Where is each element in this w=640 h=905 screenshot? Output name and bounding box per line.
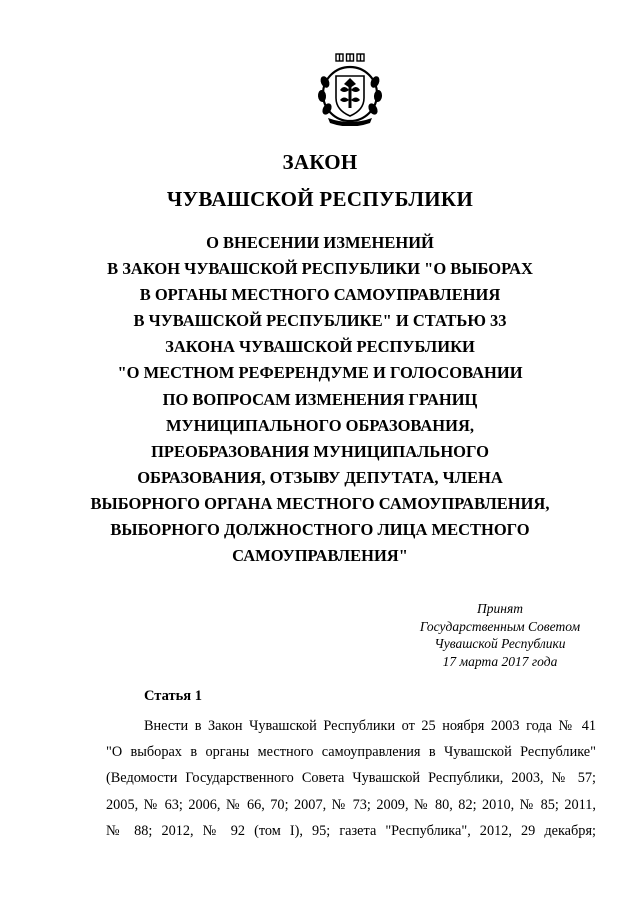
law-republic-title: ЧУВАШСКОЙ РЕСПУБЛИКИ	[166, 187, 474, 211]
body-line: (Ведомости Государственного Совета Чувашской Республики, 2003, № 57;	[106, 770, 596, 787]
law-subject	[80, 230, 560, 569]
subject-line: ПО ВОПРОСАМ ИЗМЕНЕНИЯ ГРАНИЦ	[162, 389, 478, 409]
subject-line: ВЫБОРНОГО ДОЛЖНОСТНОГО ЛИЦА МЕСТНОГО	[110, 520, 530, 540]
subject-line: В ЗАКОН ЧУВАШСКОЙ РЕСПУБЛИКИ "О ВЫБОРАХ	[107, 259, 533, 279]
subject-line: ОБРАЗОВАНИЯ, ОТЗЫВУ ДЕПУТАТА, ЧЛЕНА	[137, 467, 503, 487]
subject-line: В ЧУВАШСКОЙ РЕСПУБЛИКЕ" И СТАТЬЮ 33	[133, 311, 507, 331]
chuvash-coat-of-arms-icon	[314, 50, 386, 126]
adopted-date: 17 марта 2017 года	[442, 653, 558, 669]
body-line: Внести в Закон Чувашской Республики от 25 ноября 2003 года № 41	[144, 718, 596, 734]
subject-line: "О МЕСТНОМ РЕФЕРЕНДУМЕ И ГОЛОСОВАНИИ	[117, 363, 523, 383]
adoption-note	[395, 600, 605, 670]
body-line: 2005, № 63; 2006, № 66, 70; 2007, № 73; 2009, № 80, 82; 2010, № 85; 2011,	[106, 796, 596, 813]
article-body	[106, 713, 596, 844]
adopted-by-republic: Чувашской Республики	[434, 636, 566, 651]
adopted-label: Принят	[477, 601, 523, 616]
subject-line: О ВНЕСЕНИИ ИЗМЕНЕНИЙ	[206, 233, 434, 252]
body-line: "О выборах в органы местного самоуправления в Чувашской Республике"	[106, 744, 596, 761]
subject-line: ВЫБОРНОГО ОРГАНА МЕСТНОГО САМОУПРАВЛЕНИЯ,	[90, 493, 550, 513]
adopted-by: Государственным Советом	[419, 618, 581, 634]
article-heading: Статья 1	[144, 688, 202, 704]
law-title: ЗАКОН	[282, 150, 358, 174]
body-line: № 88; 2012, № 92 (том I), 95; газета "Республика", 2012, 29 декабря;	[106, 822, 596, 839]
subject-line: В ОРГАНЫ МЕСТНОГО САМОУПРАВЛЕНИЯ	[139, 285, 501, 305]
subject-line: САМОУПРАВЛЕНИЯ"	[232, 546, 408, 566]
subject-line: ПРЕОБРАЗОВАНИЯ МУНИЦИПАЛЬНОГО	[151, 441, 489, 461]
subject-line: ЗАКОНА ЧУВАШСКОЙ РЕСПУБЛИКИ	[165, 337, 475, 357]
subject-line: МУНИЦИПАЛЬНОГО ОБРАЗОВАНИЯ,	[165, 415, 475, 435]
